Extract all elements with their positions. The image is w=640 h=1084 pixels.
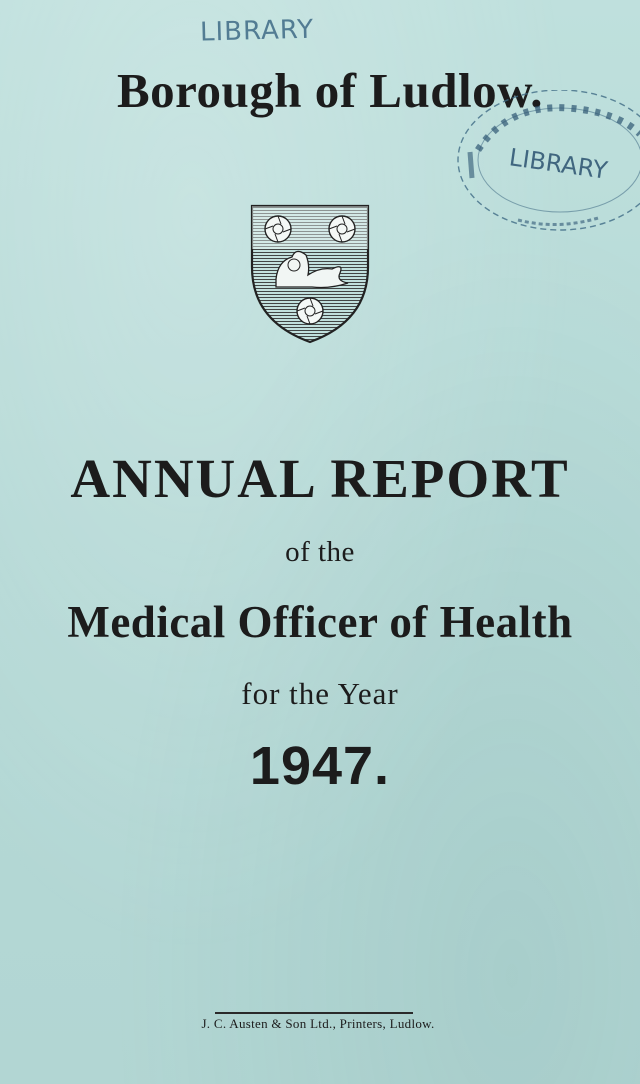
medical-officer-heading: Medical Officer of Health [67, 597, 573, 647]
printer-divider [215, 1012, 413, 1014]
annual-report-heading: ANNUAL REPORT [70, 448, 570, 509]
of-the-text: of the [285, 536, 355, 568]
seal-text: LIBRARY [507, 143, 610, 185]
report-year: 1947. [249, 736, 391, 796]
coat-of-arms-icon [248, 203, 372, 345]
printer-imprint: J. C. Austen & Son Ltd., Printers, Ludlow. [201, 1016, 435, 1031]
borough-title: Borough of Ludlow. [116, 63, 544, 118]
library-seal-stamp [448, 90, 640, 235]
library-stamp: LIBRARY [199, 14, 315, 48]
for-the-year-text: for the Year [241, 676, 399, 711]
